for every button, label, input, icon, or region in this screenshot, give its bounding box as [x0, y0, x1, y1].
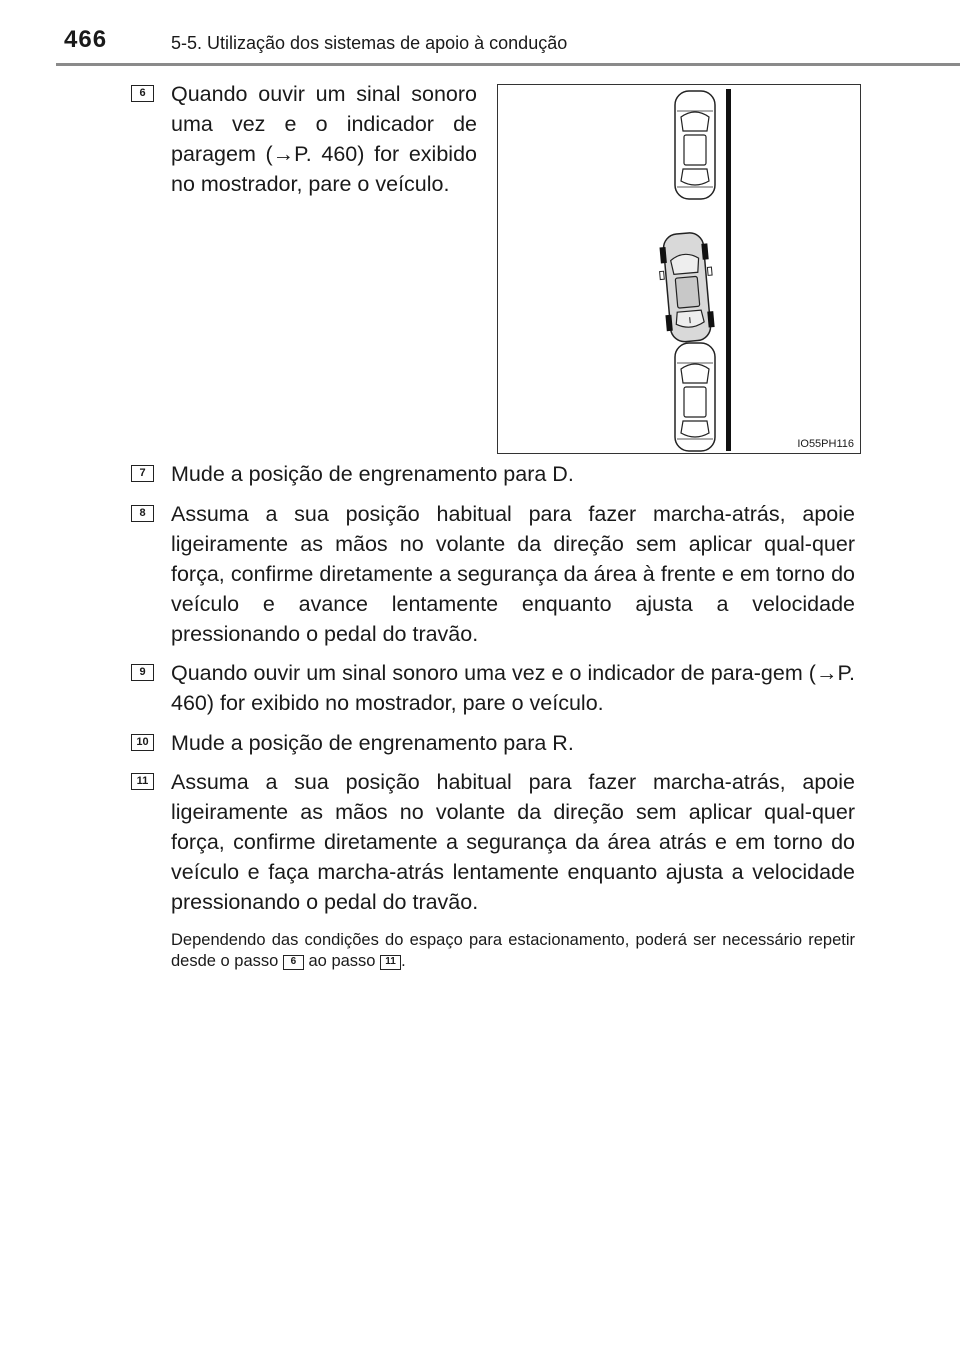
step-badge-9: 9 [131, 664, 154, 681]
step-badge-7: 7 [131, 465, 154, 482]
parking-figure [497, 84, 861, 454]
repeat-note [171, 930, 855, 972]
note-text-middle: ao passo [303, 952, 381, 970]
page-number: 466 [64, 26, 108, 53]
step-11-text: Assuma a sua posição habitual para fazer marcha-atrás, apoie ligeiramente as mãos no volante da direção sem aplicar qual-quer força, confirme diretamente a segurança da área atrás e em torno do veículo e faça marcha-atrás lentamente enquanto ajusta a velocidade pressionando o pedal do travão. [171, 770, 855, 914]
section-title: 5-5. Utilização dos sistemas de apoio à condução [171, 33, 568, 53]
note-badge-from: 6 [283, 955, 304, 970]
header-rule [56, 63, 960, 66]
note-text-before: Dependendo das condições do espaço para estacionamento, poderá ser necessário repetir desde o passo [171, 931, 855, 970]
step-8-text: Assuma a sua posição habitual para fazer marcha-atrás, apoie ligeiramente as mãos no volante da direção sem aplicar qual-quer força, confirme diretamente a segurança da área à frente e em torno do veículo e avance lentamente enquanto ajusta a velocidade pressionando o pedal do travão. [171, 502, 855, 646]
figure-code: IO55PH116 [797, 438, 854, 450]
note-badge-to: 11 [380, 955, 401, 970]
step-7-text: Mude a posição de engrenamento para D. [171, 462, 574, 486]
step-badge-6: 6 [131, 85, 154, 102]
note-text-after: . [401, 952, 406, 970]
step-badge-11: 11 [131, 773, 154, 790]
step-9-text: Quando ouvir um sinal sonoro uma vez e o indicador de para-gem (→P. 460) for exibido no mostrador, pare o veículo. [171, 661, 855, 715]
curb-line [726, 89, 731, 451]
own-car [656, 231, 717, 343]
parked-car-rear [675, 343, 715, 451]
step-6-text: Quando ouvir um sinal sonoro uma vez e o indicador de paragem (→P. 460) for exibido no mostrador, pare o veículo. [171, 82, 477, 196]
step-badge-8: 8 [131, 505, 154, 522]
step-badge-10: 10 [131, 734, 154, 751]
parking-diagram [498, 85, 862, 455]
step-10-text: Mude a posição de engrenamento para R. [171, 731, 574, 755]
parked-car-front [675, 91, 715, 199]
